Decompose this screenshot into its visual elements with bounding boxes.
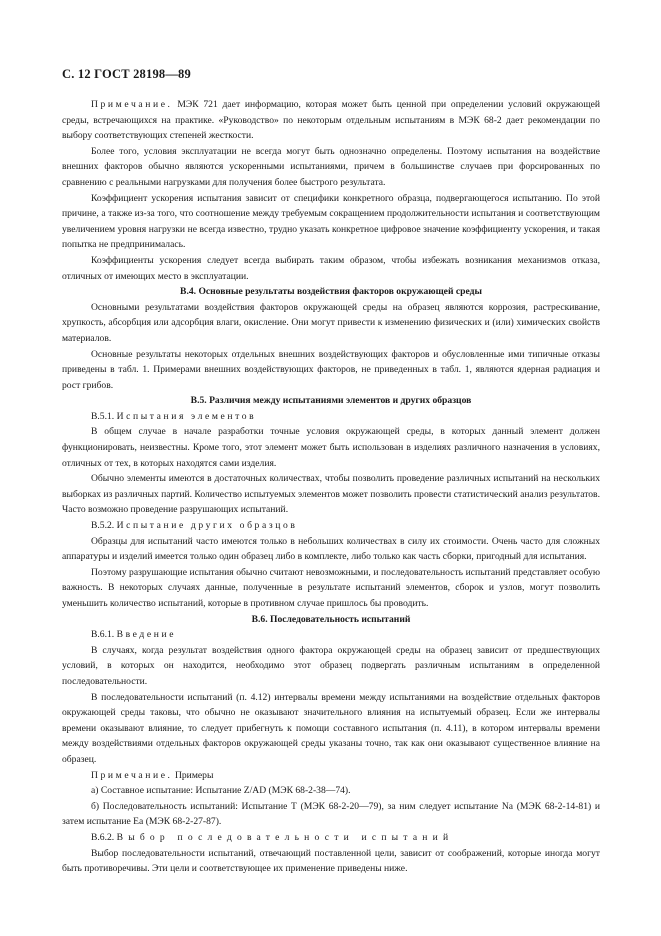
document-body	[62, 97, 600, 877]
subsection-number: В.6.1.	[91, 629, 115, 641]
paragraph: Коэффициенты ускорения следует всегда выбирать таким образом, чтобы избежать возникания механизмов отказа, отличных от имеющих место в эксплуатации.	[62, 254, 600, 282]
subsection-number: В.5.2.	[91, 520, 115, 532]
subsection-heading-b61	[62, 627, 600, 643]
paragraph: В общем случае в начале разработки точные условия окружающей среды, в которых данный элемент должен функционировать, неизвестны. Кроме того, этот элемент может быть использован в изделиях различного назначения в условиях, отличных от тех, в которых находятся сами изделия.	[62, 426, 600, 469]
section-heading-b6: В.6. Последовательность испытаний	[251, 613, 411, 625]
note-paragraph	[62, 768, 600, 784]
paragraph: Коэффициент ускорения испытания зависит от специфики конкретного образца, подвергающегося испытанию. По этой причине, а также из-за того, что соотношение между требуемым сокращением продолжительности испытания и соответствующим увеличением уровня нагрузки не всегда известно, трудно указать конкретное цифровое значение коэффициенту ускорения, и такая попытка не предпринималась.	[62, 192, 600, 251]
example-item: а) Составное испытание: Испытание Z/AD (МЭК 68-2-38—74).	[91, 785, 351, 797]
paragraph: Основными результатами воздействия факторов окружающей среды на образец являются коррозия, растрескивание, хрупкость, абсорбция или адсорбция влаги, окисление. Они могут привести к изменению физических и (или) химических свойств материалов.	[62, 301, 600, 344]
paragraph: Более того, условия эксплуатации не всегда могут быть однозначно определены. Поэтому испытания на воздействие внешних факторов обычно являются ускоренными испытаниями, причем в большинстве случаев при форсированных по сравнению с реальными нагрузками для получения более быстрого результата.	[62, 145, 600, 188]
subsection-number: В.6.2.	[91, 831, 115, 843]
paragraph: Основные результаты некоторых отдельных внешних воздействующих факторов и обусловленные ими типичные отказы приведены в табл. 1. Примерами внешних воздействующих факторов, не приведенных в табл. 1, являются ядерная радиация и рост грибов.	[62, 348, 600, 391]
note-text: Примеры	[172, 769, 214, 781]
paragraph: Выбор последовательности испытаний, отвечающий поставленной цели, зависит от соображений, которые иногда могут быть противоречивы. Эти цели и соответствующее их применение приведены ниже.	[62, 847, 600, 875]
section-heading-b4: В.4. Основные результаты воздействия факторов окружающей среды	[180, 286, 482, 298]
paragraph: Поэтому разрушающие испытания обычно считают невозможными, и последовательность испытаний представляет особую важность. В некоторых случаях данные, полученные в результате испытаний элементов, сборок и узлов, могут позволить уменьшить количество испытаний, которые в противном случае пришлось бы проводить.	[62, 566, 600, 609]
note-paragraph	[62, 97, 600, 144]
note-label: Примечание.	[91, 99, 173, 110]
subsection-heading-b62	[62, 830, 600, 846]
note-text: МЭК 721 дает информацию, которая может быть ценной при определении условий окружающей среды, встречающихся на практике. «Руководство» по некоторым отдельным испытаниям в МЭК 68-2 дает рекомендации по выбору соответствующих степеней жесткости.	[62, 99, 600, 142]
example-item: б) Последовательность испытаний: Испытание Т (МЭК 68-2-20—79), за ним следует испытание Na (МЭК 68-2-14-81) и затем испытание Ea (МЭК 68-2-27-87).	[62, 800, 600, 828]
subsection-number: В.5.1.	[91, 410, 115, 422]
paragraph: Обычно элементы имеются в достаточных количествах, чтобы позволить проведение различных испытаний на нескольких выборках из различных партий. Количество испытуемых элементов может позволить провести статистический анализ результатов. Часто возможно проведение разрушающих испытаний.	[62, 473, 600, 516]
subsection-title: Испытание других образцов	[116, 520, 298, 532]
note-label: Примечание.	[91, 769, 173, 781]
page-header: С. 12 ГОСТ 28198—89	[62, 67, 191, 81]
subsection-title: Выбор последовательности испытаний	[116, 831, 454, 843]
subsection-title: Испытания элементов	[116, 410, 257, 422]
subsection-heading-b51	[62, 409, 600, 425]
section-heading-b5: В.5. Различия между испытаниями элементов и других образцов	[190, 395, 472, 407]
paragraph: Образцы для испытаний часто имеются только в небольших количествах в силу их стоимости. Очень часто для сложных аппаратуры и изделий имеется только один образец либо в комплекте, либо только как часть сборки, пригодный для испытания.	[62, 535, 600, 563]
subsection-title: Введение	[116, 629, 177, 641]
paragraph: В последовательности испытаний (п. 4.12) интервалы времени между испытаниями на воздействие отдельных факторов окружающей среды таковы, что обычно не оказывают значительного влияния на испытуемый образец. Если же интервалы времени оказывают влияние, то следует прибегнуть к помощи составного испытания (п. 4.11), в котором интервалы времени между воздействиями отдельных факторов окружающей среды указаны точно, так как они оказывают существенное влияние на образец.	[62, 691, 600, 765]
subsection-heading-b52	[62, 518, 600, 534]
paragraph: В случаях, когда результат воздействия одного фактора окружающей среды на образец зависит от предшествующих условий, в которых он находится, необходимо этот образец подвергать различным испытаниям в определенной последовательности.	[62, 644, 600, 687]
